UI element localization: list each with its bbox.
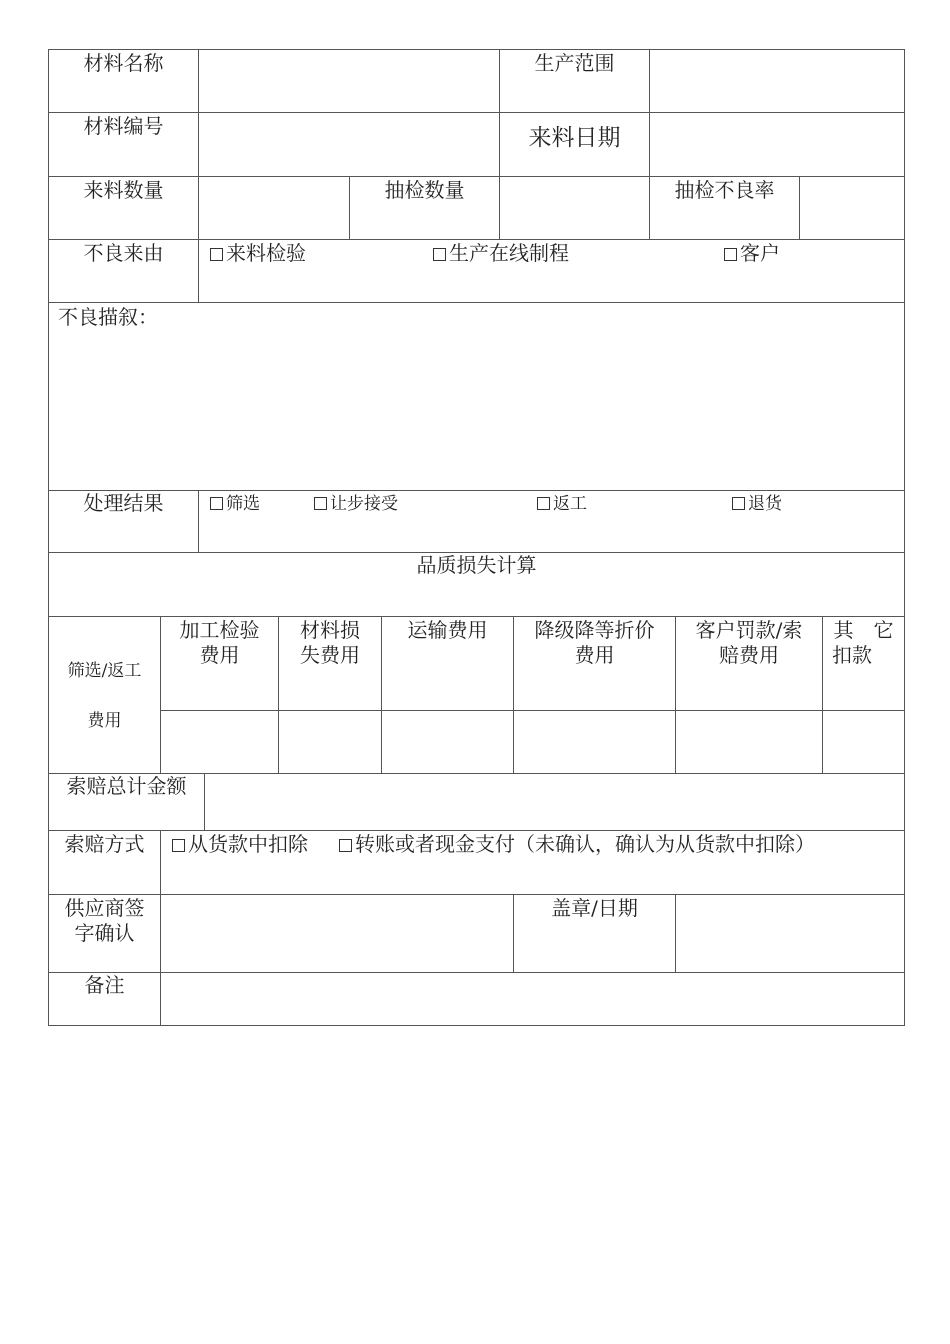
sample-qty-field[interactable] (500, 177, 649, 239)
cost-value-material-loss[interactable] (279, 711, 381, 773)
stamp-date-field[interactable] (676, 895, 904, 972)
sample-qty-label: 抽检数量 (384, 178, 465, 202)
cost-header-downgrade-line2: 费用 (574, 643, 615, 667)
claim-method-label: 索赔方式 (64, 832, 145, 856)
material-name-field[interactable] (199, 50, 499, 112)
row-divider (48, 176, 905, 177)
production-scope-field[interactable] (650, 50, 904, 112)
checkbox-icon (172, 839, 185, 852)
checkbox-icon (210, 497, 223, 510)
cost-header-customer-penalty-line2: 赔费用 (719, 643, 779, 667)
incoming-qty-field[interactable] (199, 177, 349, 239)
remarks-label: 备注 (84, 973, 125, 997)
handling-result-label: 处理结果 (83, 491, 164, 515)
cost-value-transport[interactable] (382, 711, 513, 773)
supplier-confirm-label-line1: 供应商签 (64, 896, 145, 920)
checkbox-icon (724, 248, 737, 261)
handling-screening-checkbox[interactable]: 筛选 (210, 492, 260, 517)
material-code-label: 材料编号 (83, 114, 164, 138)
rework-cost-label-line1: 筛选/返工 (67, 661, 142, 681)
supplier-signature-field[interactable] (161, 895, 513, 972)
defect-source-customer-checkbox[interactable]: 客户 (724, 241, 780, 266)
cost-header-material-loss-line1: 材料损 (300, 618, 360, 642)
checkbox-icon (314, 497, 327, 510)
supplier-confirm-label-line2: 字确认 (74, 921, 135, 945)
cost-header-transport: 运输费用 (407, 618, 488, 642)
row-divider (48, 302, 905, 303)
defect-source-inline-process-checkbox[interactable]: 生产在线制程 (433, 241, 569, 266)
stamp-date-label: 盖章/日期 (551, 896, 638, 920)
incoming-qty-label: 来料数量 (83, 178, 164, 202)
handling-concession-checkbox[interactable]: 让步接受 (314, 492, 398, 517)
material-name-label: 材料名称 (83, 51, 164, 75)
cost-header-other-line2: 扣款 (832, 643, 872, 667)
checkbox-icon (732, 497, 745, 510)
row-divider (48, 616, 905, 617)
defect-description-field[interactable] (49, 330, 904, 490)
claim-total-label: 索赔总计金额 (66, 774, 187, 798)
table-border-bottom (48, 1025, 905, 1026)
cost-value-downgrade[interactable] (514, 711, 675, 773)
defect-description-label: 不良描叙： (58, 305, 158, 329)
handling-rework-checkbox[interactable]: 返工 (537, 492, 587, 517)
incoming-date-label: 来料日期 (528, 125, 621, 151)
cost-header-processing-inspection-line2: 费用 (199, 643, 240, 667)
quality-loss-title: 品质损失计算 (416, 553, 537, 577)
handling-return-checkbox[interactable]: 退货 (732, 492, 782, 517)
defect-source-label: 不良来由 (83, 241, 164, 265)
checkbox-icon (433, 248, 446, 261)
row-divider (48, 830, 905, 831)
sample-defect-rate-label: 抽检不良率 (674, 178, 775, 202)
material-code-field[interactable] (199, 113, 499, 176)
cost-header-other-line1: 其 它 (833, 618, 894, 642)
cost-value-processing-inspection[interactable] (161, 711, 278, 773)
cost-header-material-loss-line2: 失费用 (300, 643, 360, 667)
incoming-date-field[interactable] (650, 113, 904, 176)
checkbox-icon (210, 248, 223, 261)
sample-defect-rate-field[interactable] (800, 177, 904, 239)
remarks-field[interactable] (161, 973, 904, 1025)
cost-value-customer-penalty[interactable] (676, 711, 822, 773)
cost-header-processing-inspection-line1: 加工检验 (179, 618, 260, 642)
cost-header-customer-penalty-line1: 客户罚款/索 (695, 618, 803, 642)
claim-total-field[interactable] (205, 774, 904, 830)
checkbox-icon (537, 497, 550, 510)
defect-source-incoming-inspection-checkbox[interactable]: 来料检验 (210, 241, 306, 266)
claim-method-deduct-checkbox[interactable]: 从货款中扣除 (172, 832, 308, 857)
claim-method-transfer-checkbox[interactable]: 转账或者现金支付（未确认，确认为从货款中扣除） (339, 832, 815, 857)
table-border-right (904, 49, 905, 1026)
cost-header-downgrade-line1: 降级降等折价 (534, 618, 655, 642)
row-divider (48, 239, 905, 240)
production-scope-label: 生产范围 (534, 51, 615, 75)
checkbox-icon (339, 839, 352, 852)
cost-value-other[interactable] (823, 711, 904, 773)
rework-cost-label-line2: 费用 (87, 711, 122, 731)
